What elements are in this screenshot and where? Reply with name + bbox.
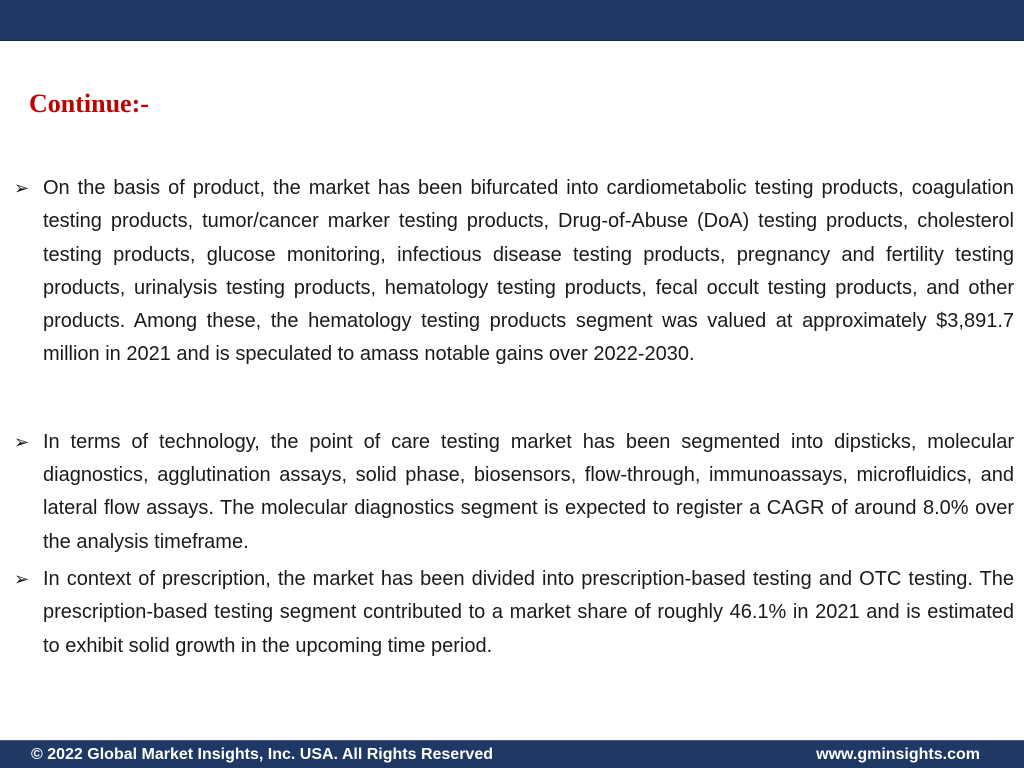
bullet-item-technology	[12, 426, 1014, 559]
bullet-item-prescription	[12, 563, 1014, 663]
bullet-text: In context of prescription, the market has been divided into prescription-based testing and OTC testing. The prescription-based testing segment contributed to a market share of roughly 46.1% in 2021 and is estimated to exhibit solid growth in the upcoming time period.	[43, 567, 1014, 657]
bullet-list	[12, 172, 1014, 663]
footer-bar	[0, 740, 1024, 768]
bullet-item-product	[12, 172, 1014, 372]
top-banner	[0, 0, 1024, 41]
arrow-bullet-icon: ➢	[14, 568, 30, 590]
page-title: Continue:-	[29, 89, 149, 118]
bullet-text: In terms of technology, the point of care testing market has been segmented into dipsticks, molecular diagnostics, agglutination assays, solid phase, biosensors, flow-through, immunoassays, microfluidics, and lateral flow assays. The molecular diagnostics segment is expected to register a CAGR of around 8.0% over the analysis timeframe.	[43, 430, 1014, 553]
bullet-text: On the basis of product, the market has been bifurcated into cardiometabolic testing products, coagulation testing products, tumor/cancer marker testing products, Drug-of-Abuse (DoA) testing products, cholesterol testing products, glucose monitoring, infectious disease testing products, pregnancy and fertility testing products, urinalysis testing products, hematology testing products, fecal occult testing products, and other products. Among these, the hematology testing products segment was valued at approximately $3,891.7 million in 2021 and is speculated to amass notable gains over 2022-2030.	[43, 177, 1014, 366]
copyright-text: © 2022 Global Market Insights, Inc. USA. All Rights Reserved	[31, 746, 493, 763]
arrow-bullet-icon: ➢	[14, 431, 30, 453]
website-link[interactable]: www.gminsights.com	[816, 746, 980, 763]
arrow-bullet-icon: ➢	[14, 178, 30, 199]
